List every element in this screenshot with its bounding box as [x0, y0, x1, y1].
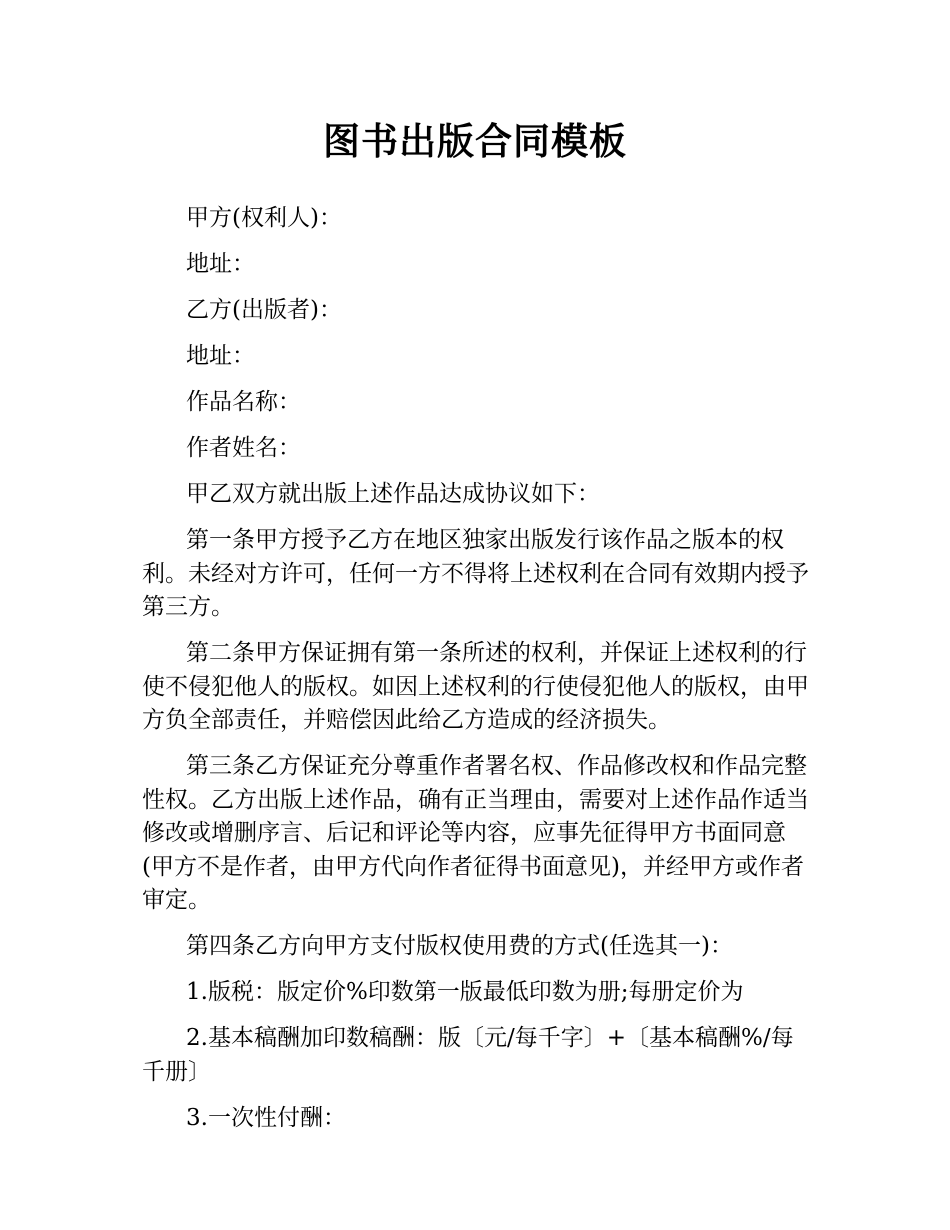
work-title-line: 作品名称：	[186, 389, 301, 415]
author-name-line: 作者姓名：	[186, 435, 301, 461]
agreement-intro: 甲乙双方就出版上述作品达成协议如下：	[186, 481, 600, 507]
payment-option-2: 2.基本稿酬加印数稿酬：版〔元/每千字〕+〔基本稿酬%/每千册〕	[142, 1025, 794, 1085]
party-a-line: 甲方(权利人)：	[186, 205, 342, 231]
document-title: 图书出版合同模板	[323, 120, 627, 163]
clause-4: 第四条乙方向甲方支付版权使用费的方式(任选其一)：	[186, 933, 733, 959]
party-b-address-line: 地址：	[186, 343, 255, 369]
clause-2: 第二条甲方保证拥有第一条所述的权利，并保证上述权利的行使不侵犯他人的版权。如因上述权利的行使侵犯他人的版权，由甲方负全部责任，并赔偿因此给乙方造成的经济损失。	[142, 640, 809, 733]
clause-1: 第一条甲方授予乙方在地区独家出版发行该作品之版本的权利。未经对方许可，任何一方不得将上述权利在合同有效期内授予第三方。	[142, 527, 809, 620]
party-a-address-line: 地址：	[186, 251, 255, 277]
document-body	[142, 202, 812, 1148]
payment-option-3: 3.一次性付酬：	[186, 1104, 346, 1131]
payment-option-1: 1.版税：版定价%印数第一版最低印数为册;每册定价为	[186, 979, 744, 1005]
party-b-line: 乙方(出版者)：	[186, 297, 342, 323]
clause-3: 第三条乙方保证充分尊重作者署名权、作品修改权和作品完整性权。乙方出版上述作品，确有正当理由，需要对上述作品作适当修改或增删序言、后记和评论等内容，应事先征得甲方书面同意(甲方不是作者，由甲方代向作者征得书面意见)，并经甲方或作者审定。	[142, 753, 809, 913]
